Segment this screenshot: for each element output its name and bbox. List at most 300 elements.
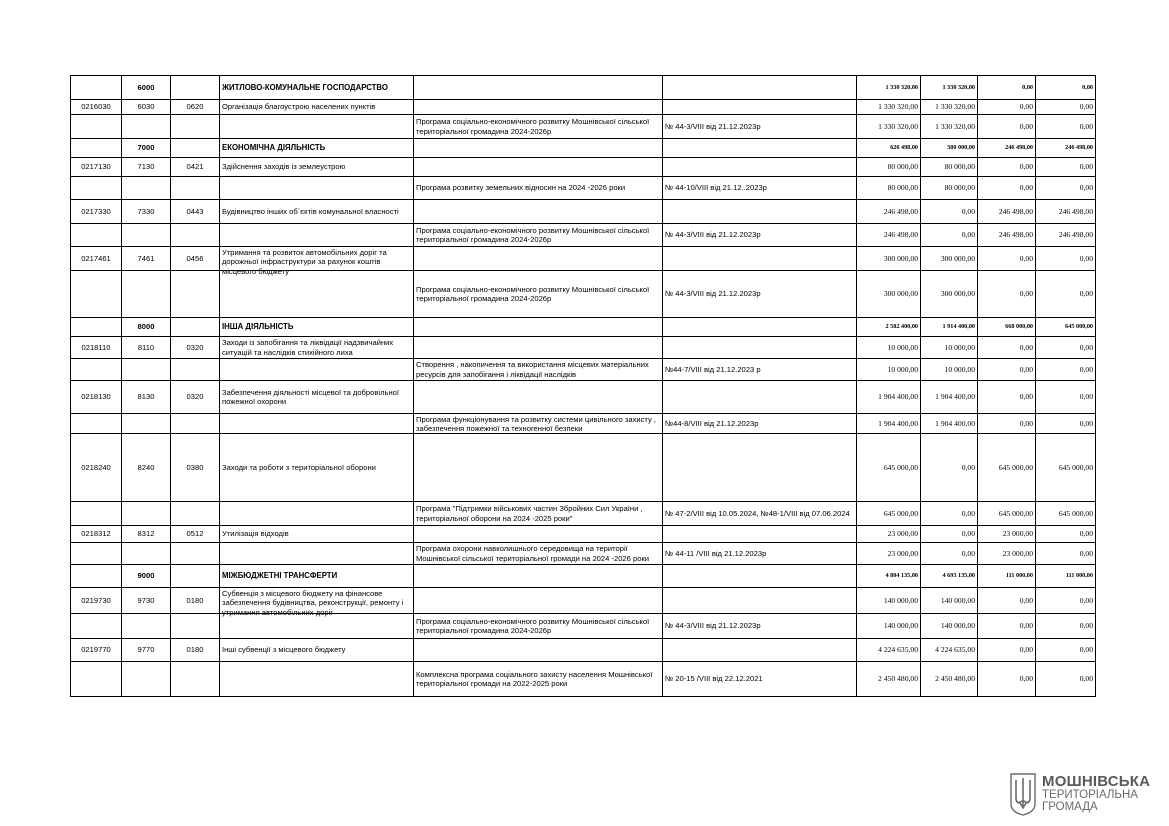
special-fund-cell-text: 0,00 xyxy=(1022,83,1033,91)
development-budget-cell-text: 0,00 xyxy=(1079,364,1093,374)
special-fund-cell xyxy=(978,502,1036,526)
special-fund-cell xyxy=(978,337,1036,359)
program-cell-text: Створення , накопичення та використання місцевих матеріальних ресурсів для запобігання і ліквідації наслідків xyxy=(416,360,649,379)
total-cell-text: 246 498,00 xyxy=(883,230,918,240)
table-row xyxy=(71,381,1096,414)
general-fund-cell-text: 1 330 320,00 xyxy=(935,121,975,131)
total-cell xyxy=(857,662,921,697)
total-cell xyxy=(857,543,921,565)
total-cell-text: 1 904 400,00 xyxy=(878,418,918,428)
kekv-cell xyxy=(71,565,122,588)
general-fund-cell-text: 4 224 635,00 xyxy=(935,645,975,655)
special-fund-cell xyxy=(978,526,1036,543)
kekv-cell-text: 0218130 xyxy=(81,392,111,402)
name-cell xyxy=(220,139,414,158)
program-cell xyxy=(414,224,663,247)
program-cell xyxy=(414,200,663,224)
kfk-cell-text: 0443 xyxy=(186,206,204,216)
table-row xyxy=(71,588,1096,614)
special-fund-cell-text: 0,00 xyxy=(1019,342,1033,352)
table-row xyxy=(71,434,1096,502)
general-fund-cell-text: 0,00 xyxy=(961,230,975,240)
kfk-cell-text: 0180 xyxy=(186,645,204,655)
kekv-cell-text: 0217461 xyxy=(81,253,111,263)
program-row xyxy=(71,224,1096,247)
special-fund-cell xyxy=(978,381,1036,414)
general-fund-cell-text: 1 904 400,00 xyxy=(935,418,975,428)
general-fund-cell-text: 10 000,00 xyxy=(944,342,975,352)
development-budget-cell-text: 0,00 xyxy=(1079,102,1093,112)
doc-cell xyxy=(663,359,857,381)
total-cell xyxy=(857,614,921,639)
development-budget-cell-text: 0,00 xyxy=(1079,621,1093,631)
development-budget-cell-text: 111 000,00 xyxy=(1065,572,1093,580)
special-fund-cell xyxy=(978,614,1036,639)
name-cell xyxy=(220,543,414,565)
name-cell-text: Заходи та роботи з територіальної оборони xyxy=(222,462,376,472)
special-fund-cell-text: 111 000,00 xyxy=(1005,572,1033,580)
total-cell xyxy=(857,224,921,247)
total-cell xyxy=(857,526,921,543)
program-row xyxy=(71,543,1096,565)
development-budget-cell xyxy=(1036,434,1096,502)
name-cell-text: Утилізація відходів xyxy=(222,529,289,539)
general-fund-cell xyxy=(921,115,978,139)
total-cell xyxy=(857,100,921,115)
kprog-cell xyxy=(122,414,171,434)
program-cell xyxy=(414,614,663,639)
kprog-cell-text: 7000 xyxy=(137,143,155,153)
kprog-cell xyxy=(122,434,171,502)
kfk-cell xyxy=(171,318,220,337)
development-budget-cell xyxy=(1036,224,1096,247)
special-fund-cell xyxy=(978,639,1036,662)
kekv-cell xyxy=(71,662,122,697)
kekv-cell-text: 0217330 xyxy=(81,206,111,216)
general-fund-cell-text: 10 000,00 xyxy=(944,364,975,374)
development-budget-cell xyxy=(1036,359,1096,381)
program-row xyxy=(71,502,1096,526)
special-fund-cell-text: 0,00 xyxy=(1019,364,1033,374)
trident-emblem-icon xyxy=(1009,772,1037,816)
kfk-cell xyxy=(171,247,220,271)
total-cell-text: 1 330 320,00 xyxy=(878,102,918,112)
doc-cell-text: № 44-3/VIII від 21.12.2023р xyxy=(665,121,761,131)
kprog-cell-text: 7461 xyxy=(137,253,155,263)
kfk-cell xyxy=(171,543,220,565)
development-budget-cell xyxy=(1036,588,1096,614)
program-cell xyxy=(414,543,663,565)
name-cell-text: ІНША ДІЯЛЬНІСТЬ xyxy=(222,322,294,332)
special-fund-cell-text: 645 000,00 xyxy=(998,462,1033,472)
general-fund-cell-text: 4 693 135,00 xyxy=(942,572,975,580)
special-fund-cell xyxy=(978,100,1036,115)
doc-cell xyxy=(663,115,857,139)
special-fund-cell xyxy=(978,543,1036,565)
doc-cell xyxy=(663,200,857,224)
general-fund-cell-text: 140 000,00 xyxy=(940,595,975,605)
kprog-cell-text: 8000 xyxy=(137,322,155,332)
development-budget-cell xyxy=(1036,639,1096,662)
development-budget-cell-text: 0,00 xyxy=(1079,121,1093,131)
name-cell-text: Організація благоустрою населених пунктів xyxy=(222,102,376,112)
development-budget-cell xyxy=(1036,318,1096,337)
kekv-cell xyxy=(71,414,122,434)
doc-cell xyxy=(663,662,857,697)
doc-cell xyxy=(663,76,857,100)
doc-cell xyxy=(663,434,857,502)
program-cell xyxy=(414,434,663,502)
program-cell xyxy=(414,100,663,115)
budget-table xyxy=(70,75,1096,697)
total-cell xyxy=(857,359,921,381)
program-row xyxy=(71,177,1096,200)
general-fund-cell xyxy=(921,526,978,543)
total-cell-text: 645 000,00 xyxy=(883,508,918,518)
development-budget-cell-text: 246 498,00 xyxy=(1058,230,1093,240)
kprog-cell xyxy=(122,337,171,359)
name-cell-text: Субвенція з місцевого бюджету на фінансове забезпечення будівництва, реконструкції, ремонту і утримання автомобільних доріг xyxy=(222,588,404,617)
name-cell xyxy=(220,526,414,543)
special-fund-cell xyxy=(978,662,1036,697)
kfk-cell xyxy=(171,565,220,588)
name-cell-text: Інші субвенції з місцевого бюджету xyxy=(222,645,346,655)
table-row xyxy=(71,247,1096,271)
total-cell-text: 2 582 400,00 xyxy=(885,323,918,331)
kprog-cell-text: 6030 xyxy=(137,102,155,112)
total-cell xyxy=(857,318,921,337)
total-cell-text: 300 000,00 xyxy=(883,253,918,263)
kekv-cell-text: 0216030 xyxy=(81,102,111,112)
special-fund-cell-text: 246 498,00 xyxy=(998,206,1033,216)
name-cell-text: ЕКОНОМІЧНА ДІЯЛЬНІСТЬ xyxy=(222,143,326,153)
kfk-cell xyxy=(171,139,220,158)
development-budget-cell xyxy=(1036,614,1096,639)
name-cell xyxy=(220,318,414,337)
total-cell-text: 23 000,00 xyxy=(887,548,918,558)
program-cell xyxy=(414,662,663,697)
doc-cell xyxy=(663,271,857,318)
kprog-cell xyxy=(122,502,171,526)
doc-cell-text: №44-8/VIII від 21.12.2023р xyxy=(665,418,759,428)
doc-cell xyxy=(663,177,857,200)
general-fund-cell-text: 0,00 xyxy=(961,462,975,472)
program-cell-text: Програма соціально-економічного розвитку Мошнівської сільської територіальної громадина 2024-2026р xyxy=(416,117,650,136)
kprog-cell xyxy=(122,565,171,588)
special-fund-cell-text: 0,00 xyxy=(1019,102,1033,112)
logo-subtitle-2: ГРОМАДА xyxy=(1042,801,1098,813)
kprog-cell xyxy=(122,177,171,200)
total-cell-text: 140 000,00 xyxy=(883,595,918,605)
development-budget-cell xyxy=(1036,502,1096,526)
kfk-cell-text: 0620 xyxy=(186,102,204,112)
general-fund-cell xyxy=(921,502,978,526)
general-fund-cell xyxy=(921,224,978,247)
kekv-cell xyxy=(71,177,122,200)
special-fund-cell xyxy=(978,139,1036,158)
kekv-cell xyxy=(71,588,122,614)
kekv-cell xyxy=(71,76,122,100)
general-fund-cell-text: 0,00 xyxy=(961,206,975,216)
doc-cell xyxy=(663,588,857,614)
name-cell xyxy=(220,224,414,247)
kfk-cell-text: 0512 xyxy=(186,529,204,539)
kfk-cell xyxy=(171,76,220,100)
kekv-cell xyxy=(71,359,122,381)
special-fund-cell-text: 645 000,00 xyxy=(998,508,1033,518)
general-fund-cell xyxy=(921,662,978,697)
total-cell xyxy=(857,502,921,526)
doc-cell xyxy=(663,414,857,434)
development-budget-cell xyxy=(1036,381,1096,414)
special-fund-cell xyxy=(978,76,1036,100)
total-cell-text: 4 804 135,00 xyxy=(885,572,918,580)
name-cell-text: Забезпечення діяльності місцевої та добровільної пожежної охорони xyxy=(222,387,399,406)
development-budget-cell-text: 0,00 xyxy=(1079,418,1093,428)
kekv-cell xyxy=(71,614,122,639)
general-fund-cell xyxy=(921,381,978,414)
kekv-cell xyxy=(71,543,122,565)
kprog-cell-text: 9000 xyxy=(137,571,155,581)
special-fund-cell-text: 23 000,00 xyxy=(1002,548,1033,558)
total-cell xyxy=(857,271,921,318)
general-fund-cell-text: 1 904 400,00 xyxy=(935,392,975,402)
kprog-cell xyxy=(122,100,171,115)
doc-cell xyxy=(663,381,857,414)
kprog-cell xyxy=(122,158,171,177)
general-fund-cell-text: 80 000,00 xyxy=(944,183,975,193)
kprog-cell xyxy=(122,271,171,318)
program-cell-text: Комплексна програма соціального захисту населення Мошнівської територіальної громади на 2022-2025 роки xyxy=(416,669,653,688)
kfk-cell-text: 0380 xyxy=(186,462,204,472)
total-cell-text: 23 000,00 xyxy=(887,529,918,539)
name-cell-text: Заходи із запобігання та ліквідації надзвичайних ситуацій та наслідків стихійного лиха xyxy=(222,338,394,357)
kprog-cell xyxy=(122,139,171,158)
community-logo xyxy=(1009,770,1154,818)
doc-cell xyxy=(663,337,857,359)
kprog-cell xyxy=(122,247,171,271)
general-fund-cell-text: 0,00 xyxy=(961,548,975,558)
development-budget-cell xyxy=(1036,662,1096,697)
general-fund-cell xyxy=(921,76,978,100)
logo-title: МОШНІВСЬКА xyxy=(1042,773,1151,790)
development-budget-cell xyxy=(1036,177,1096,200)
general-fund-cell-text: 380 000,00 xyxy=(947,144,975,152)
total-cell xyxy=(857,639,921,662)
special-fund-cell xyxy=(978,115,1036,139)
special-fund-cell xyxy=(978,247,1036,271)
doc-cell xyxy=(663,543,857,565)
program-row xyxy=(71,414,1096,434)
program-cell-text: Програма соціально-економічного розвитку Мошнівської сільської територіальної громадина 2024-2026р xyxy=(416,616,650,635)
program-cell xyxy=(414,381,663,414)
kfk-cell xyxy=(171,359,220,381)
development-budget-cell xyxy=(1036,543,1096,565)
general-fund-cell-text: 1 914 400,00 xyxy=(942,323,975,331)
kekv-cell xyxy=(71,158,122,177)
general-fund-cell xyxy=(921,414,978,434)
special-fund-cell xyxy=(978,158,1036,177)
kekv-cell xyxy=(71,115,122,139)
kekv-cell xyxy=(71,381,122,414)
kfk-cell xyxy=(171,588,220,614)
program-cell xyxy=(414,177,663,200)
special-fund-cell xyxy=(978,414,1036,434)
development-budget-cell-text: 645 000,00 xyxy=(1065,323,1093,331)
table-row xyxy=(71,200,1096,224)
kprog-cell-text: 9730 xyxy=(137,595,155,605)
kfk-cell xyxy=(171,414,220,434)
total-cell xyxy=(857,588,921,614)
kfk-cell xyxy=(171,224,220,247)
doc-cell xyxy=(663,318,857,337)
total-cell xyxy=(857,247,921,271)
kfk-cell xyxy=(171,526,220,543)
logo-subtitle-1: ТЕРИТОРІАЛЬНА xyxy=(1042,789,1138,801)
program-row xyxy=(71,115,1096,139)
program-cell xyxy=(414,158,663,177)
total-cell xyxy=(857,381,921,414)
doc-cell-text: № 47-2/VIII від 10.05.2024, №48-1/VIII від 07.06.2024 xyxy=(665,508,850,518)
development-budget-cell-text: 0,00 xyxy=(1079,548,1093,558)
development-budget-cell-text: 0,00 xyxy=(1079,392,1093,402)
general-fund-cell xyxy=(921,337,978,359)
name-cell-text: Здійснення заходів із землеустрою xyxy=(222,162,346,172)
name-cell xyxy=(220,177,414,200)
table-row xyxy=(71,526,1096,543)
development-budget-cell xyxy=(1036,200,1096,224)
kfk-cell-text: 0180 xyxy=(186,595,204,605)
kprog-cell-text: 8312 xyxy=(137,529,155,539)
name-cell-text: Утримання та розвиток автомобільних доріг та дорожньої інфраструктури за рахунок коштів місцевого бюджету xyxy=(222,247,387,276)
kprog-cell xyxy=(122,526,171,543)
section-row xyxy=(71,318,1096,337)
kfk-cell xyxy=(171,434,220,502)
special-fund-cell-text: 0,00 xyxy=(1019,418,1033,428)
general-fund-cell-text: 300 000,00 xyxy=(940,289,975,299)
name-cell xyxy=(220,76,414,100)
kekv-cell xyxy=(71,271,122,318)
general-fund-cell xyxy=(921,139,978,158)
kprog-cell xyxy=(122,614,171,639)
general-fund-cell xyxy=(921,434,978,502)
doc-cell-text: № 20-15 /VIII від 22.12.2021 xyxy=(665,674,763,684)
special-fund-cell-text: 668 000,00 xyxy=(1005,323,1033,331)
development-budget-cell-text: 0,00 xyxy=(1082,83,1093,91)
special-fund-cell-text: 0,00 xyxy=(1019,183,1033,193)
kprog-cell-text: 8130 xyxy=(137,392,155,402)
doc-cell xyxy=(663,224,857,247)
kprog-cell xyxy=(122,639,171,662)
name-cell xyxy=(220,359,414,381)
kekv-cell xyxy=(71,247,122,271)
program-cell xyxy=(414,247,663,271)
kfk-cell xyxy=(171,337,220,359)
section-row xyxy=(71,139,1096,158)
kprog-cell-text: 6000 xyxy=(137,82,155,92)
total-cell-text: 4 224 635,00 xyxy=(878,645,918,655)
special-fund-cell xyxy=(978,177,1036,200)
kprog-cell-text: 8110 xyxy=(137,342,155,352)
special-fund-cell-text: 0,00 xyxy=(1019,595,1033,605)
program-cell xyxy=(414,337,663,359)
general-fund-cell-text: 1 330 320,00 xyxy=(942,83,975,91)
general-fund-cell-text: 0,00 xyxy=(961,508,975,518)
total-cell-text: 1 330 320,00 xyxy=(878,121,918,131)
general-fund-cell xyxy=(921,177,978,200)
development-budget-cell-text: 0,00 xyxy=(1079,183,1093,193)
total-cell-text: 10 000,00 xyxy=(887,342,918,352)
general-fund-cell xyxy=(921,639,978,662)
special-fund-cell-text: 23 000,00 xyxy=(1002,529,1033,539)
development-budget-cell-text: 0,00 xyxy=(1079,289,1093,299)
program-cell xyxy=(414,271,663,318)
special-fund-cell-text: 0,00 xyxy=(1019,621,1033,631)
development-budget-cell-text: 246 498,00 xyxy=(1065,144,1093,152)
name-cell xyxy=(220,414,414,434)
development-budget-cell-text: 0,00 xyxy=(1079,253,1093,263)
special-fund-cell xyxy=(978,224,1036,247)
doc-cell-text: № 44-3/VIII від 21.12.2023р xyxy=(665,289,761,299)
program-cell-text: Програма охорони навколишнього середовища на території Мошнівської сільської територіальної громади на 2024 -2026 роки xyxy=(416,544,650,563)
kekv-cell xyxy=(71,639,122,662)
development-budget-cell-text: 0,00 xyxy=(1079,645,1093,655)
general-fund-cell xyxy=(921,588,978,614)
general-fund-cell-text: 140 000,00 xyxy=(940,621,975,631)
total-cell-text: 1 330 320,00 xyxy=(885,83,918,91)
total-cell xyxy=(857,565,921,588)
special-fund-cell xyxy=(978,271,1036,318)
program-cell xyxy=(414,139,663,158)
kfk-cell xyxy=(171,639,220,662)
program-cell xyxy=(414,76,663,100)
name-cell xyxy=(220,247,414,276)
development-budget-cell xyxy=(1036,271,1096,318)
special-fund-cell-text: 0,00 xyxy=(1019,121,1033,131)
development-budget-cell-text: 645 000,00 xyxy=(1058,508,1093,518)
doc-cell xyxy=(663,247,857,271)
kekv-cell xyxy=(71,100,122,115)
kprog-cell xyxy=(122,318,171,337)
special-fund-cell-text: 0,00 xyxy=(1019,645,1033,655)
name-cell xyxy=(220,434,414,502)
kfk-cell xyxy=(171,115,220,139)
doc-cell xyxy=(663,639,857,662)
program-cell xyxy=(414,526,663,543)
doc-cell xyxy=(663,139,857,158)
kekv-cell xyxy=(71,318,122,337)
name-cell xyxy=(220,158,414,177)
total-cell xyxy=(857,139,921,158)
kprog-cell xyxy=(122,662,171,697)
general-fund-cell xyxy=(921,158,978,177)
name-cell xyxy=(220,565,414,588)
kfk-cell xyxy=(171,614,220,639)
special-fund-cell xyxy=(978,588,1036,614)
development-budget-cell-text: 0,00 xyxy=(1079,674,1093,684)
doc-cell xyxy=(663,565,857,588)
program-cell xyxy=(414,502,663,526)
special-fund-cell xyxy=(978,200,1036,224)
kprog-cell xyxy=(122,76,171,100)
kprog-cell xyxy=(122,543,171,565)
kekv-cell xyxy=(71,526,122,543)
doc-cell xyxy=(663,526,857,543)
development-budget-cell-text: 0,00 xyxy=(1079,342,1093,352)
kfk-cell xyxy=(171,381,220,414)
name-cell xyxy=(220,614,414,639)
total-cell xyxy=(857,158,921,177)
